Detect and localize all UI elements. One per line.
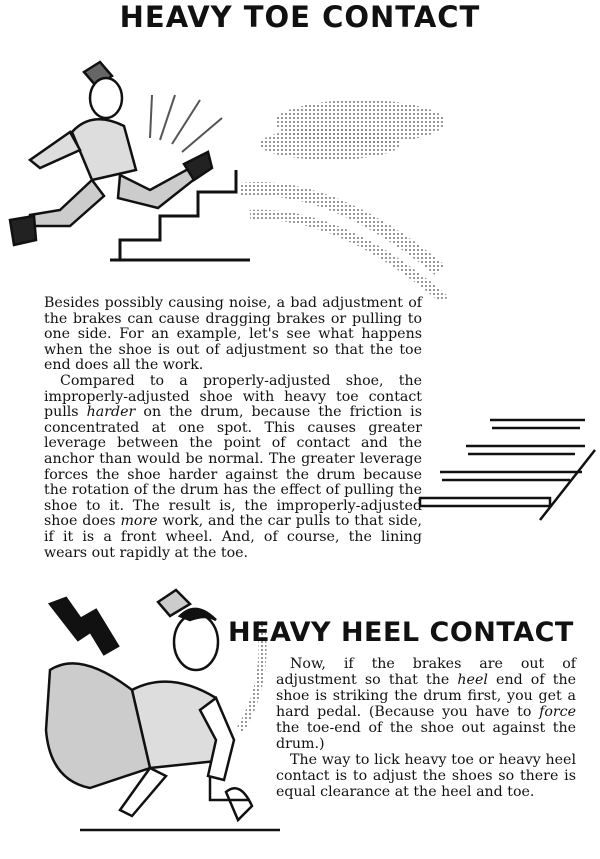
- toe-contact-paragraph-1: Besides possibly causing noise, a bad adjustment of the brakes can cause dragging brakes or pulling to one side. For an example, let's see what happens when the shoe is out of adjustment so that the toe end does all the work.: [44, 295, 422, 374]
- toe-contact-paragraph-2-part-c: work, and the car pulls to that side, if it is a front wheel. And, of course, the lining wears out rapidly at the toe.: [44, 513, 422, 561]
- heel-contact-paragraph-1-part-a: Now, if the brakes are out of adjustment so that the: [276, 656, 576, 688]
- heel-contact-paragraph-2: The way to lick heavy toe or heavy heel contact is to adjust the shoes so there is equal clearance at the heel and toe.: [276, 752, 576, 800]
- side-stairs-illustration: [400, 390, 600, 540]
- man-climbing-stairs-illustration: [0, 40, 600, 300]
- toe-contact-paragraph-2-part-b: on the drum, because the friction is concentrated at one spot. This causes greater leverage between the point of contact and the anchor than would be normal. The greater leverage forces the shoe harder against the drum because the rotation of the drum has the effect of pulling the shoe to it. The result is, the improperly-adjusted shoe does: [44, 404, 422, 530]
- heel-contact-body-text: [276, 656, 576, 800]
- page-title-heavy-toe-contact: HEAVY TOE CONTACT: [119, 0, 481, 34]
- effort-rays-shape: [150, 95, 222, 152]
- climbing-man-figure: [10, 62, 212, 245]
- heel-contact-paragraph-1-part-b: end of the shoe is striking the drum first, you get a hard pedal. (Because you have to: [276, 672, 576, 720]
- emphasis-harder: harder: [86, 404, 136, 421]
- emphasis-force: force: [539, 704, 576, 720]
- emphasis-more: more: [120, 513, 158, 530]
- emphasis-heel: heel: [457, 672, 488, 688]
- toe-contact-body-text: [44, 296, 422, 561]
- heel-contact-paragraph-1-part-c: the toe-end of the shoe out against the drum.): [276, 720, 576, 752]
- toe-contact-paragraph-2-part-a: Compared to a properly-adjusted shoe, the improperly-adjusted shoe with heavy toe contact pulls: [44, 372, 422, 421]
- falling-man-figure: [46, 590, 252, 820]
- section-title-heavy-heel-contact: HEAVY HEEL CONTACT: [228, 617, 574, 648]
- motion-cloud-shape: [240, 100, 445, 300]
